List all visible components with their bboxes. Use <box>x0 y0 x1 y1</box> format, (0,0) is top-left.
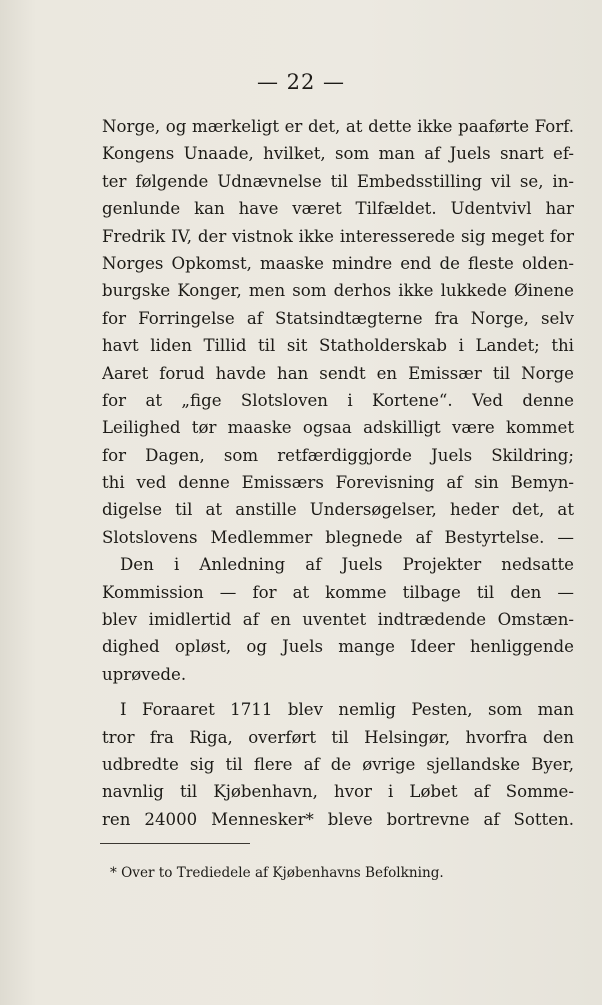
text-line: ren 24000 Mennesker* bleve bortrevne af Sotten. <box>102 809 574 829</box>
text-line: thi ved denne Emissærs Forevisning af sin Bemyn- <box>102 473 574 493</box>
footnote-rule <box>100 843 250 844</box>
text-line: for at „fige Slotsloven i Kortene“. Ved denne <box>102 390 574 410</box>
text-line: Norge, og mærkeligt er det, at dette ikke paaførte Forf. <box>102 117 574 136</box>
body-text <box>102 113 574 833</box>
paragraph-gap <box>102 688 574 696</box>
text-line: I Foraaret 1711 blev nemlig Pesten, som man <box>120 700 574 720</box>
text-line: genlunde kan have været Tilfældet. Udentvivl har <box>102 199 574 219</box>
text-line: navnlig til Kjøbenhavn, hvor i Løbet af Somme- <box>102 782 574 802</box>
text-line: uprøvede. <box>102 664 187 684</box>
text-line: udbredte sig til flere af de øvrige sjellandske Byer, <box>102 754 574 774</box>
page-number: — 22 — <box>256 70 346 94</box>
text-line: burgske Konger, men som derhos ikke lukkede Øinene <box>102 281 574 301</box>
footnote: * Over to Trediedele af Kjøbenhavns Befolkning. <box>110 865 444 881</box>
text-line: digelse til at anstille Undersøgelser, heder det, at <box>102 500 574 520</box>
text-line: tror fra Riga, overført til Helsingør, hvorfra den <box>102 727 574 747</box>
text-line: blev imidlertid af en uventet indtrædende Omstæn- <box>102 610 574 630</box>
text-line: Den i Anledning af Juels Projekter nedsatte <box>120 555 574 575</box>
text-line: Kommission — for at komme tilbage til den — <box>102 582 574 602</box>
text-line: havt liden Tillid til sit Statholderskab i Landet; thi <box>102 336 574 356</box>
text-line: Aaret forud havde han sendt en Emissær til Norge <box>102 363 574 383</box>
text-line: Fredrik IV, der vistnok ikke interesserede sig meget for <box>102 226 574 246</box>
text-line: Norges Opkomst, maaske mindre end de fleste olden- <box>102 253 574 273</box>
text-line: for Forringelse af Statsindtægterne fra Norge, selv <box>102 308 574 328</box>
text-line: Slotslovens Medlemmer blegnede af Bestyrtelse. — <box>102 527 574 547</box>
text-line: for Dagen, som retfærdiggjorde Juels Skildring; <box>102 445 574 465</box>
text-line: Kongens Unaade, hvilket, som man af Juels snart ef- <box>102 144 574 164</box>
text-line: ter følgende Udnævnelse til Embedsstilling vil se, in- <box>102 171 574 191</box>
text-line: dighed opløst, og Juels mange Ideer henliggende <box>102 637 574 657</box>
text-line: Leilighed tør maaske ogsaa adskilligt være kommet <box>102 418 574 438</box>
